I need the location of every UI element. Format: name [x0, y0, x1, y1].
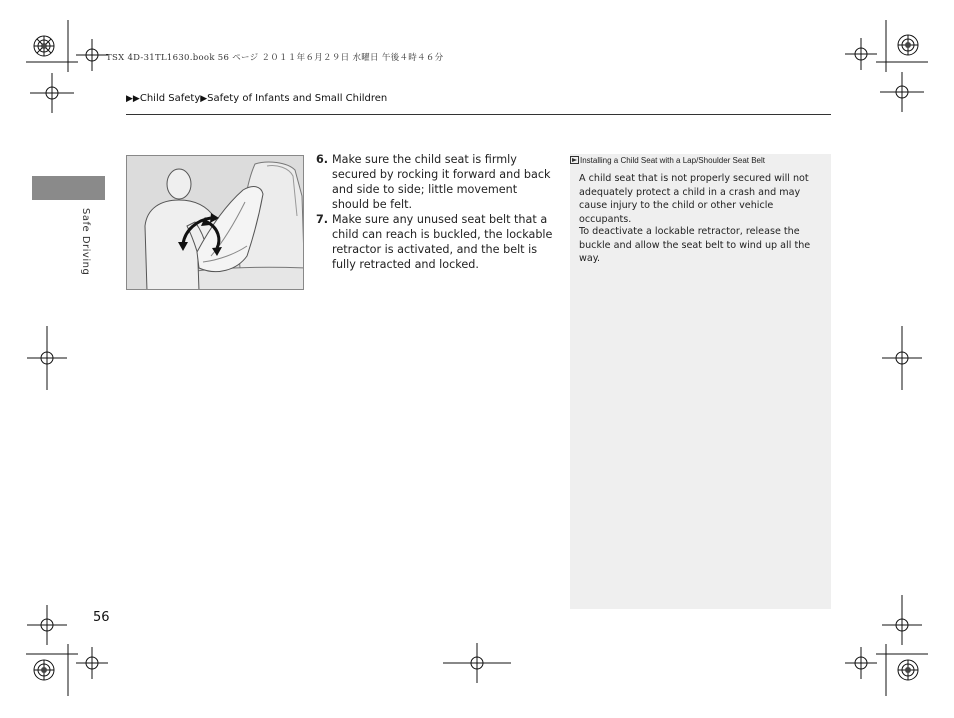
- double-arrow-icon: ▶▶: [126, 94, 140, 104]
- print-header: TSX 4D-31TL1630.book 56 ページ ２０１１年６月２９日 水曜日 午後４時４６分: [106, 53, 444, 63]
- step-text: Make sure the child seat is firmly secured by rocking it forward and back and side to side; little movement should be felt.: [332, 153, 551, 211]
- registration-target-icon: [880, 72, 924, 112]
- registration-target-icon: [27, 605, 67, 645]
- breadcrumb-subsection[interactable]: Safety of Infants and Small Children: [207, 93, 388, 104]
- registration-target-icon: [845, 647, 877, 679]
- page-number: 56: [93, 610, 110, 625]
- registration-target-icon: [882, 326, 922, 390]
- sidebar-paragraph: A child seat that is not properly secured will not adequately protect a child in a crash and may cause injury to the child or other vehicle occupants.: [579, 173, 809, 225]
- registration-target-icon: [76, 39, 108, 71]
- chapter-label: Safe Driving: [80, 208, 91, 276]
- step-text: Make sure any unused seat belt that a child can reach is buckled, the lockable retractor is activated, and the belt is fully retracted and locked.: [332, 213, 553, 271]
- registration-target-icon: [845, 38, 877, 70]
- breadcrumb-section[interactable]: Child Safety: [139, 93, 201, 104]
- step-number: 6.: [316, 153, 329, 166]
- step-number: 7.: [316, 213, 329, 226]
- registration-target-icon: [882, 595, 922, 645]
- registration-target-icon: [76, 647, 108, 679]
- sidebar-title-text: Installing a Child Seat with a Lap/Shoulder Seat Belt: [580, 156, 766, 165]
- registration-target-icon: [30, 73, 74, 113]
- registration-target-icon: [443, 643, 511, 683]
- registration-target-icon: [27, 326, 67, 390]
- breadcrumb-separator-icon: ▶: [200, 94, 208, 104]
- sidebar-paragraph: To deactivate a lockable retractor, release the buckle and allow the seat belt to wind up all the way.: [579, 226, 811, 264]
